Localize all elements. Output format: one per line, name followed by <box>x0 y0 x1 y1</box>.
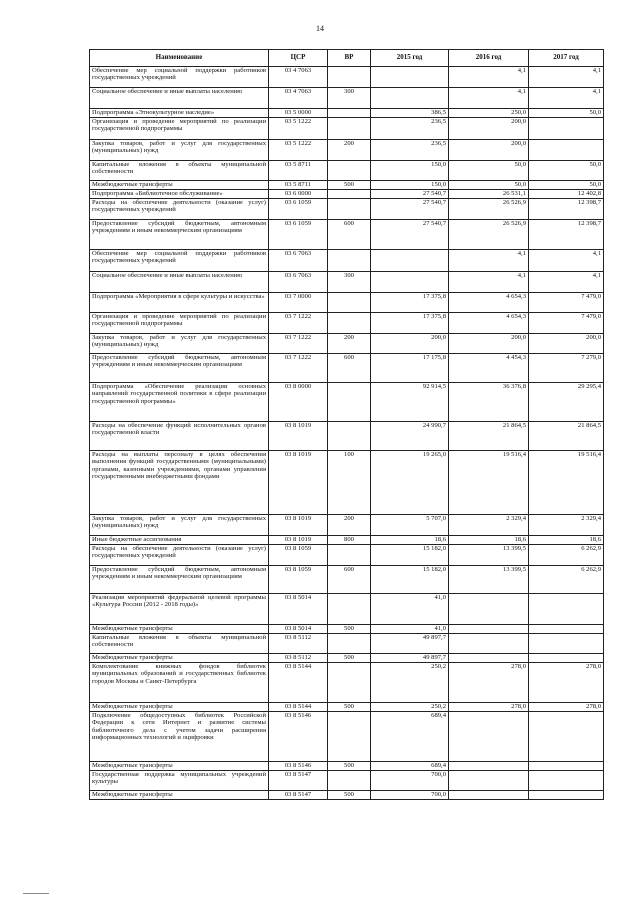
cell-2015: 27 540,7 <box>371 220 449 250</box>
cell-vr: 200 <box>328 515 371 536</box>
cell-csr: 03 8 1059 <box>269 566 328 594</box>
cell-name: Капитальные вложения в объекты муниципальной собственности <box>90 634 269 654</box>
cell-csr: 03 8 1019 <box>269 536 328 545</box>
cell-2016: 18,6 <box>449 536 529 545</box>
cell-vr: 600 <box>328 566 371 594</box>
cell-name: Организация и проведение мероприятий по реализации государственной подпрограммы <box>90 118 269 140</box>
cell-vr: 500 <box>328 654 371 663</box>
cell-2017: 18,6 <box>529 536 604 545</box>
cell-2015: 250,2 <box>371 703 449 712</box>
cell-csr: 03 7 0000 <box>269 293 328 313</box>
cell-2015: 15 182,0 <box>371 545 449 566</box>
table-row <box>90 272 604 293</box>
cell-name: Государственная поддержка муниципальных учреждений культуры <box>90 771 269 791</box>
cell-2017 <box>529 712 604 762</box>
cell-name: Межбюджетные трансферты <box>90 625 269 634</box>
table-row <box>90 220 604 250</box>
cell-2016: 26 526,9 <box>449 199 529 220</box>
table-row <box>90 771 604 791</box>
cell-name: Расходы на обеспечение деятельности (оказание услуг) государственных учреждений <box>90 545 269 566</box>
table-row <box>90 566 604 594</box>
cell-2015: 236,5 <box>371 140 449 161</box>
cell-2015: 700,0 <box>371 771 449 791</box>
cell-2016: 278,0 <box>449 663 529 703</box>
cell-2015: 150,0 <box>371 161 449 181</box>
cell-name: Закупка товаров, работ и услуг для государственных (муниципальных) нужд <box>90 515 269 536</box>
table-row <box>90 161 604 181</box>
cell-2016 <box>449 762 529 771</box>
table-row <box>90 634 604 654</box>
cell-csr: 03 5 8711 <box>269 161 328 181</box>
cell-2015: 236,5 <box>371 118 449 140</box>
cell-name: Организация и проведение мероприятий по реализации государственной подпрограммы <box>90 313 269 334</box>
cell-csr: 03 6 0000 <box>269 190 328 199</box>
header-2016: 2016 год <box>449 50 529 67</box>
cell-2017: 50,0 <box>529 161 604 181</box>
cell-csr: 03 6 1059 <box>269 199 328 220</box>
table-body <box>90 67 604 800</box>
cell-2015: 92 914,5 <box>371 383 449 422</box>
cell-name: Обеспечение мер социальной поддержки работников государственных учреждений <box>90 67 269 88</box>
cell-2017: 12 398,7 <box>529 220 604 250</box>
cell-csr: 03 8 1019 <box>269 422 328 451</box>
cell-name: Обеспечение мер социальной поддержки работников государственных учреждений <box>90 250 269 272</box>
cell-csr: 03 8 5112 <box>269 634 328 654</box>
cell-2016: 26 526,9 <box>449 220 529 250</box>
cell-vr: 300 <box>328 88 371 109</box>
header-2017: 2017 год <box>529 50 604 67</box>
cell-name: Иные бюджетные ассигнования <box>90 536 269 545</box>
cell-2015: 689,4 <box>371 712 449 762</box>
cell-2017: 4,1 <box>529 67 604 88</box>
cell-2015: 41,0 <box>371 625 449 634</box>
table-row <box>90 140 604 161</box>
cell-2017 <box>529 771 604 791</box>
cell-2016: 4,1 <box>449 67 529 88</box>
cell-2015 <box>371 272 449 293</box>
header-vr: ВР <box>328 50 371 67</box>
cell-vr <box>328 313 371 334</box>
cell-name: Подпрограмма «Обеспечение реализации основных направлений государственной политики в сфере реализации государственной программы» <box>90 383 269 422</box>
cell-vr <box>328 118 371 140</box>
table-header-row <box>90 50 604 67</box>
cell-name: Межбюджетные трансферты <box>90 654 269 663</box>
table-row <box>90 422 604 451</box>
cell-csr: 03 5 1222 <box>269 118 328 140</box>
cell-vr: 500 <box>328 181 371 190</box>
cell-csr: 03 8 0000 <box>269 383 328 422</box>
cell-csr: 03 6 7063 <box>269 272 328 293</box>
cell-2016 <box>449 594 529 625</box>
cell-vr <box>328 594 371 625</box>
cell-name: Предоставление субсидий бюджетным, автономным учреждениям и иным некоммерческим организациям <box>90 566 269 594</box>
cell-csr: 03 4 7063 <box>269 67 328 88</box>
cell-2016 <box>449 654 529 663</box>
cell-vr: 200 <box>328 334 371 354</box>
cell-2016: 200,0 <box>449 140 529 161</box>
cell-vr <box>328 545 371 566</box>
cell-vr <box>328 190 371 199</box>
cell-csr: 03 8 5146 <box>269 762 328 771</box>
cell-2016: 4,1 <box>449 272 529 293</box>
cell-2016: 26 531,1 <box>449 190 529 199</box>
cell-2017: 50,0 <box>529 181 604 190</box>
cell-2016: 250,0 <box>449 109 529 118</box>
cell-2017: 278,0 <box>529 703 604 712</box>
cell-2016: 4,1 <box>449 250 529 272</box>
cell-2015: 5 707,0 <box>371 515 449 536</box>
cell-vr: 800 <box>328 536 371 545</box>
cell-2016: 50,0 <box>449 181 529 190</box>
cell-vr <box>328 199 371 220</box>
cell-2015: 24 990,7 <box>371 422 449 451</box>
table-row <box>90 181 604 190</box>
cell-name: Межбюджетные трансферты <box>90 703 269 712</box>
cell-name: Подпрограмма «Этнокультурное наследие» <box>90 109 269 118</box>
table-row <box>90 654 604 663</box>
cell-2017: 7 479,0 <box>529 293 604 313</box>
cell-2017: 50,0 <box>529 109 604 118</box>
cell-name: Реализация мероприятий федеральной целевой программы «Культура России (2012 - 2018 годы)» <box>90 594 269 625</box>
table-row <box>90 762 604 771</box>
cell-2017: 4,1 <box>529 250 604 272</box>
cell-csr: 03 8 1059 <box>269 545 328 566</box>
cell-2015: 386,5 <box>371 109 449 118</box>
page-number: 14 <box>316 24 324 33</box>
cell-vr <box>328 422 371 451</box>
cell-name: Предоставление субсидий бюджетным, автономным учреждениям и иным некоммерческим организациям <box>90 354 269 383</box>
cell-2017 <box>529 625 604 634</box>
cell-2017: 200,0 <box>529 334 604 354</box>
cell-vr <box>328 250 371 272</box>
cell-2016 <box>449 791 529 800</box>
cell-2017 <box>529 791 604 800</box>
cell-2015: 250,2 <box>371 663 449 703</box>
cell-2015: 150,0 <box>371 181 449 190</box>
cell-2016: 13 399,5 <box>449 566 529 594</box>
cell-name: Социальное обеспечение и иные выплаты населению <box>90 88 269 109</box>
cell-vr <box>328 109 371 118</box>
cell-2017: 7 479,0 <box>529 313 604 334</box>
cell-2017 <box>529 654 604 663</box>
cell-2017: 21 864,5 <box>529 422 604 451</box>
cell-csr: 03 8 5144 <box>269 703 328 712</box>
header-2015: 2015 год <box>371 50 449 67</box>
cell-vr: 600 <box>328 354 371 383</box>
cell-vr: 600 <box>328 220 371 250</box>
cell-vr <box>328 67 371 88</box>
cell-2017: 7 279,0 <box>529 354 604 383</box>
table-row <box>90 594 604 625</box>
table-row <box>90 451 604 515</box>
cell-csr: 03 7 1222 <box>269 354 328 383</box>
table-row <box>90 545 604 566</box>
cell-2017 <box>529 140 604 161</box>
cell-2016: 50,0 <box>449 161 529 181</box>
cell-2016: 4 654,3 <box>449 293 529 313</box>
cell-csr: 03 5 8711 <box>269 181 328 190</box>
table-row <box>90 199 604 220</box>
cell-name: Капитальные вложения в объекты муниципальной собственности <box>90 161 269 181</box>
cell-2015: 17 375,8 <box>371 313 449 334</box>
cell-2015: 200,0 <box>371 334 449 354</box>
cell-2015: 17 375,8 <box>371 293 449 313</box>
cell-2016 <box>449 712 529 762</box>
cell-csr: 03 8 5144 <box>269 663 328 703</box>
cell-vr <box>328 293 371 313</box>
cell-vr <box>328 663 371 703</box>
cell-2017: 6 262,9 <box>529 545 604 566</box>
cell-csr: 03 5 0000 <box>269 109 328 118</box>
cell-2015: 49 897,7 <box>371 654 449 663</box>
table-row <box>90 190 604 199</box>
cell-2015: 17 175,8 <box>371 354 449 383</box>
cell-2017: 2 329,4 <box>529 515 604 536</box>
cell-vr: 200 <box>328 140 371 161</box>
scan-mark <box>23 893 49 894</box>
table-row <box>90 334 604 354</box>
table-row <box>90 293 604 313</box>
cell-2015: 700,0 <box>371 791 449 800</box>
cell-2015: 27 540,7 <box>371 199 449 220</box>
cell-2017: 29 295,4 <box>529 383 604 422</box>
header-name: Наименование <box>90 50 269 67</box>
cell-2015: 41,0 <box>371 594 449 625</box>
cell-2016: 36 376,8 <box>449 383 529 422</box>
table-row <box>90 383 604 422</box>
cell-name: Закупка товаров, работ и услуг для государственных (муниципальных) нужд <box>90 334 269 354</box>
cell-2016: 21 864,5 <box>449 422 529 451</box>
cell-name: Межбюджетные трансферты <box>90 762 269 771</box>
cell-name: Подпрограмма «Библиотечное обслуживание» <box>90 190 269 199</box>
cell-2015: 19 265,0 <box>371 451 449 515</box>
cell-2016 <box>449 634 529 654</box>
cell-2015 <box>371 250 449 272</box>
cell-csr: 03 6 7063 <box>269 250 328 272</box>
cell-name: Расходы на выплаты персоналу в целях обеспечения выполнения функций государственными (муниципальными) органами, казенными учреждениями, органами управления государственными внебюджетными фондами <box>90 451 269 515</box>
cell-2016 <box>449 771 529 791</box>
cell-name: Межбюджетные трансферты <box>90 791 269 800</box>
cell-vr <box>328 712 371 762</box>
table-row <box>90 313 604 334</box>
table-row <box>90 67 604 88</box>
cell-name: Расходы на обеспечение деятельности (оказание услуг) государственных учреждений <box>90 199 269 220</box>
cell-vr <box>328 161 371 181</box>
cell-vr <box>328 383 371 422</box>
table-row <box>90 536 604 545</box>
table-row <box>90 712 604 762</box>
cell-name: Комплектование книжных фондов библиотек муниципальных образований и государственных библиотек городов Москвы и Санкт-Петербурга <box>90 663 269 703</box>
cell-2017 <box>529 762 604 771</box>
cell-csr: 03 8 5014 <box>269 594 328 625</box>
cell-2016: 4 654,3 <box>449 313 529 334</box>
cell-csr: 03 4 7063 <box>269 88 328 109</box>
cell-vr: 300 <box>328 272 371 293</box>
table-row <box>90 250 604 272</box>
cell-vr: 500 <box>328 625 371 634</box>
cell-2017: 12 398,7 <box>529 199 604 220</box>
cell-csr: 03 8 5147 <box>269 771 328 791</box>
cell-vr <box>328 634 371 654</box>
cell-2016: 2 329,4 <box>449 515 529 536</box>
table-row <box>90 354 604 383</box>
cell-2016: 13 399,5 <box>449 545 529 566</box>
budget-table <box>89 49 604 800</box>
cell-name: Подпрограмма «Мероприятия в сфере культуры и искусства» <box>90 293 269 313</box>
cell-2017 <box>529 634 604 654</box>
table-row <box>90 109 604 118</box>
table-row <box>90 703 604 712</box>
cell-vr: 500 <box>328 762 371 771</box>
cell-2016: 200,0 <box>449 118 529 140</box>
cell-vr: 500 <box>328 791 371 800</box>
cell-name: Социальное обеспечение и иные выплаты населению <box>90 272 269 293</box>
cell-2016: 278,0 <box>449 703 529 712</box>
cell-csr: 03 5 1222 <box>269 140 328 161</box>
cell-2015: 49 897,7 <box>371 634 449 654</box>
table-row <box>90 663 604 703</box>
header-csr: ЦСР <box>269 50 328 67</box>
cell-vr <box>328 771 371 791</box>
cell-2016: 4,1 <box>449 88 529 109</box>
cell-2015: 689,4 <box>371 762 449 771</box>
cell-csr: 03 8 1019 <box>269 451 328 515</box>
cell-vr: 100 <box>328 451 371 515</box>
cell-2017: 6 262,9 <box>529 566 604 594</box>
table-row <box>90 515 604 536</box>
cell-2015: 27 540,7 <box>371 190 449 199</box>
cell-csr: 03 7 1222 <box>269 313 328 334</box>
cell-name: Межбюджетные трансферты <box>90 181 269 190</box>
cell-2017: 4,1 <box>529 88 604 109</box>
cell-name: Расходы на обеспечение функций исполнительных органов государственной власти <box>90 422 269 451</box>
cell-2015 <box>371 88 449 109</box>
cell-name: Предоставление субсидий бюджетным, автономным учреждениям и иным некоммерческим организациям <box>90 220 269 250</box>
cell-2017: 4,1 <box>529 272 604 293</box>
cell-2015: 18,6 <box>371 536 449 545</box>
cell-2016: 4 454,3 <box>449 354 529 383</box>
cell-csr: 03 8 5112 <box>269 654 328 663</box>
cell-csr: 03 8 1019 <box>269 515 328 536</box>
table-row <box>90 625 604 634</box>
cell-csr: 03 8 5146 <box>269 712 328 762</box>
table-row <box>90 118 604 140</box>
cell-csr: 03 8 5014 <box>269 625 328 634</box>
cell-name: Закупка товаров, работ и услуг для государственных (муниципальных) нужд <box>90 140 269 161</box>
cell-vr: 500 <box>328 703 371 712</box>
cell-name: Подключение общедоступных библиотек Российской Федерации к сети Интернет и развитие системы библиотечного дела с учетом задачи расширения информационных технологий и оцифровки <box>90 712 269 762</box>
cell-2017: 19 516,4 <box>529 451 604 515</box>
cell-2017: 12 402,8 <box>529 190 604 199</box>
cell-csr: 03 7 1222 <box>269 334 328 354</box>
cell-2017 <box>529 118 604 140</box>
cell-csr: 03 6 1059 <box>269 220 328 250</box>
cell-2016 <box>449 625 529 634</box>
cell-2015 <box>371 67 449 88</box>
table-row <box>90 791 604 800</box>
cell-csr: 03 8 5147 <box>269 791 328 800</box>
table-row <box>90 88 604 109</box>
cell-2015: 15 182,0 <box>371 566 449 594</box>
cell-2017 <box>529 594 604 625</box>
cell-2017: 278,0 <box>529 663 604 703</box>
cell-2016: 19 516,4 <box>449 451 529 515</box>
cell-2016: 200,0 <box>449 334 529 354</box>
